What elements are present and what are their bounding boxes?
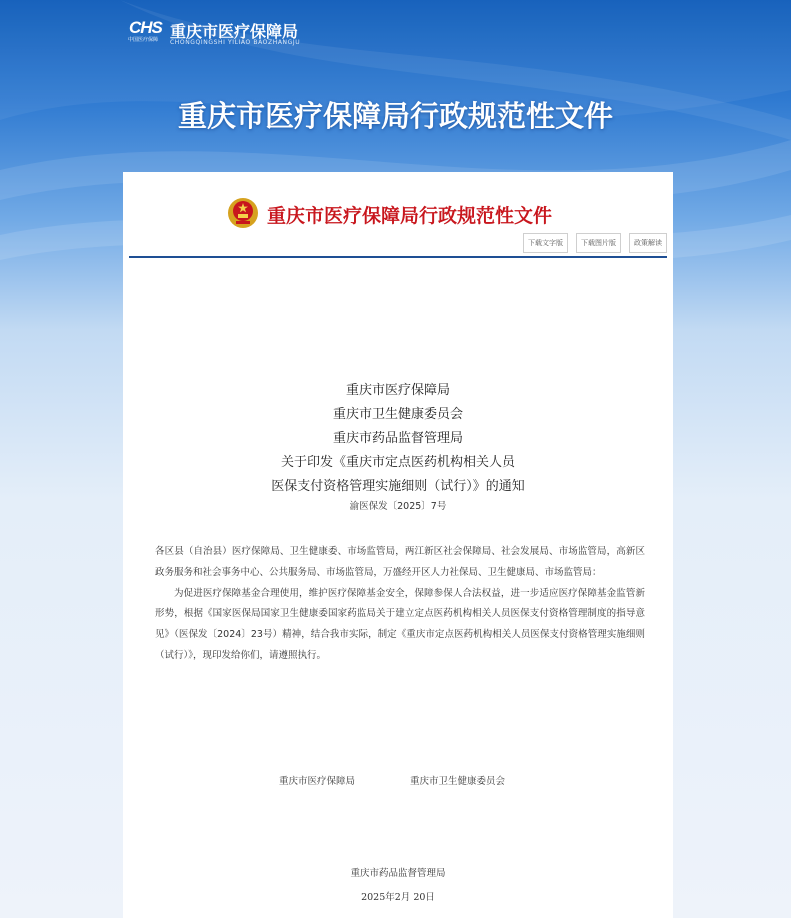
issuer-line: 重庆市药品监督管理局 bbox=[332, 431, 463, 446]
signature-issuer-3: 重庆市药品监督管理局 bbox=[350, 868, 446, 879]
download-button-group bbox=[523, 233, 667, 253]
brand-name-en: CHONGQINGSHI YILIAO BAOZHANGJU bbox=[170, 39, 301, 46]
chs-logo-text: CHS bbox=[129, 18, 162, 37]
body-paragraph: 为促进医疗保障基金合理使用，维护医疗保障基金安全，保障参保人合法权益，进一步适应医疗保障基金监管新形势，根据《国家医保局国家卫生健康委国家药监局关于建立定点医药机构相关人员医保支付资格管理制度的指导意见》（医保发〔2024〕23号）精神，结合我市实际，制定《重庆市定点医药机构相关人员医保支付资格管理实施细则（试行）》，现印发给你们，请遵照执行。 bbox=[155, 587, 645, 661]
issuer-line: 重庆市卫生健康委员会 bbox=[332, 407, 463, 422]
page-title: 重庆市医疗保障局行政规范性文件 bbox=[177, 99, 613, 133]
title-divider bbox=[129, 256, 667, 258]
document-body bbox=[155, 542, 645, 667]
chs-logo-subtext: 中国医疗保障 bbox=[128, 37, 159, 43]
signature-issuer-2: 重庆市卫生健康委员会 bbox=[410, 776, 506, 787]
signature-issuer-1: 重庆市医疗保障局 bbox=[279, 776, 356, 787]
card-title: 重庆市医疗保障局行政规范性文件 bbox=[267, 205, 553, 227]
download-text-button[interactable]: 下载文字版 bbox=[523, 233, 568, 253]
document-date: 2025年2月 20日 bbox=[361, 892, 435, 903]
document-heading bbox=[123, 379, 673, 499]
recipients-paragraph: 各区县（自治县）医疗保障局、卫生健康委、市场监管局，两江新区社会保障局、社会发展局、市场监管局，高新区政务服务和社会事务中心、公共服务局、市场监管局，万盛经开区人力社保局、卫生健康局、市场监管局： bbox=[155, 546, 645, 578]
document-number: 渝医保发〔2025〕7号 bbox=[349, 501, 447, 512]
document-title-line: 关于印发《重庆市定点医药机构相关人员 bbox=[280, 455, 515, 470]
national-emblem-icon bbox=[227, 197, 259, 229]
chs-logo-icon bbox=[128, 18, 164, 44]
brand-name: 重庆市医疗保障局 bbox=[170, 22, 299, 41]
document-card bbox=[123, 172, 673, 918]
download-image-button[interactable]: 下载图片版 bbox=[576, 233, 621, 253]
issuer-line: 重庆市医疗保障局 bbox=[345, 383, 450, 398]
policy-interpretation-button[interactable]: 政策解读 bbox=[629, 233, 667, 253]
document-title-line: 医保支付资格管理实施细则（试行）》的通知 bbox=[271, 479, 525, 494]
